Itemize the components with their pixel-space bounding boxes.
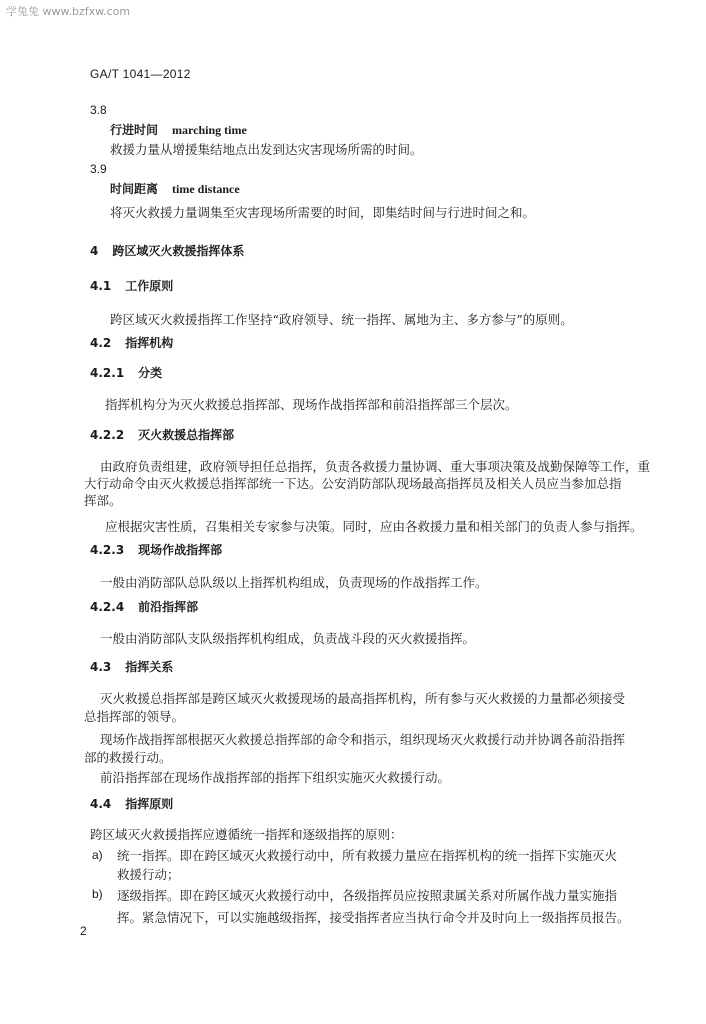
term-chinese: 行进时间: [110, 123, 159, 137]
section-title: 分类: [138, 366, 163, 380]
section-4-2-4-heading: [90, 598, 198, 616]
list-item-b-marker: b): [92, 887, 103, 901]
page-number: 2: [80, 924, 87, 938]
section-4-2-2-paragraph-1-line-1: 由政府负责组建，政府领导担任总指挥，负责各救援力量协调、重大事项决策及战勤保障等工作，重: [100, 459, 651, 474]
section-4-3-heading: [90, 658, 173, 676]
section-title: 工作原则: [125, 279, 174, 293]
standard-code-header: GA/T 1041—2012: [90, 67, 191, 81]
section-title: 指挥原则: [125, 797, 174, 811]
section-title: 现场作战指挥部: [138, 543, 223, 557]
list-item-a-line-1: 统一指挥。即在跨区域灭火救援行动中，所有救援力量应在指挥机构的统一指挥下实施灭火: [117, 848, 618, 863]
list-item-a-line-2: 救援行动；: [117, 867, 180, 882]
section-4-1-paragraph: 跨区域灭火救援指挥工作坚持“政府领导、统一指挥、属地为主、多方参与”的原则。: [110, 312, 573, 327]
section-number: 4.2.3: [90, 543, 125, 557]
section-4-3-paragraph-1-line-1: 灭火救援总指挥部是跨区域灭火救援现场的最高指挥机构，所有参与灭火救援的力量都必须接受: [100, 691, 626, 706]
section-3-8-term: [110, 121, 247, 139]
section-4-2-heading: [90, 334, 173, 352]
term-english: marching time: [172, 123, 247, 137]
section-4-2-1-paragraph: 指挥机构分为灭火救援总指挥部、现场作战指挥部和前沿指挥部三个层次。: [105, 397, 518, 412]
section-4-2-2-heading: [90, 426, 234, 444]
section-4-2-3-heading: [90, 541, 222, 559]
section-title: 灭火救援总指挥部: [138, 428, 235, 442]
list-item-b-line-1: 逐级指挥。即在跨区域灭火救援行动中，各级指挥员应按照隶属关系对所属作战力量实施指: [117, 888, 618, 903]
section-number: 4.4: [90, 797, 112, 811]
section-4-1-heading: [90, 277, 173, 295]
section-number: 4.2.2: [90, 428, 125, 442]
section-4-3-paragraph-3: 前沿指挥部在现场作战指挥部的指挥下组织实施灭火救援行动。: [100, 770, 451, 785]
section-3-9-number: 3.9: [90, 162, 107, 176]
section-4-2-2-paragraph-1-line-3: 挥部。: [84, 493, 122, 508]
section-4-2-3-paragraph: 一般由消防部队总队级以上指挥机构组成，负责现场的作战指挥工作。: [100, 575, 488, 590]
section-number: 4.2.1: [90, 366, 125, 380]
section-4-2-2-paragraph-2: 应根据灾害性质，召集相关专家参与决策。同时，应由各救援力量和相关部门的负责人参与指挥。: [105, 519, 643, 534]
section-number: 4.3: [90, 660, 112, 674]
section-4-2-2-paragraph-1-line-2: 大行动命令由灭火救援总指挥部统一下达。公安消防部队现场最高指挥员及相关人员应当参加总指: [84, 476, 622, 491]
section-4-3-paragraph-1-line-2: 总指挥部的领导。: [84, 709, 185, 724]
section-number: 4: [90, 244, 99, 258]
section-title: 前沿指挥部: [138, 600, 199, 614]
section-number: 4.2: [90, 336, 112, 350]
term-chinese: 时间距离: [110, 182, 159, 196]
section-4-3-paragraph-2-line-1: 现场作战指挥部根据灭火救援总指挥部的命令和指示，组织现场灭火救援行动并协调各前沿指挥: [100, 732, 626, 747]
section-3-9-term: [110, 180, 240, 198]
section-4-4-intro: 跨区域灭火救援指挥应遵循统一指挥和逐级指挥的原则：: [90, 827, 403, 842]
section-title: 跨区域灭火救援指挥体系: [112, 244, 245, 258]
section-4-4-heading: [90, 795, 173, 813]
list-item-a-marker: a): [92, 848, 103, 862]
section-4-3-paragraph-2-line-2: 部的救援行动。: [84, 750, 172, 765]
section-4-2-4-paragraph: 一般由消防部队支队级指挥机构组成，负责战斗段的灭火救援指挥。: [100, 631, 476, 646]
section-4-heading: [90, 242, 244, 260]
term-english: time distance: [172, 182, 240, 196]
section-number: 4.2.4: [90, 600, 125, 614]
section-title: 指挥机构: [125, 336, 174, 350]
section-title: 指挥关系: [125, 660, 174, 674]
section-4-2-1-heading: [90, 364, 162, 382]
list-item-b-line-2: 挥。紧急情况下，可以实施越级指挥，接受指挥者应当执行命令并及时向上一级指挥员报告。: [117, 910, 630, 925]
section-3-8-number: 3.8: [90, 103, 107, 117]
section-number: 4.1: [90, 279, 112, 293]
section-3-8-definition: 救援力量从增援集结地点出发到达灾害现场所需的时间。: [110, 142, 423, 157]
watermark: 学兔兔 www.bzfxw.com: [6, 5, 131, 18]
section-3-9-definition: 将灭火救援力量调集至灾害现场所需要的时间，即集结时间与行进时间之和。: [110, 205, 536, 220]
